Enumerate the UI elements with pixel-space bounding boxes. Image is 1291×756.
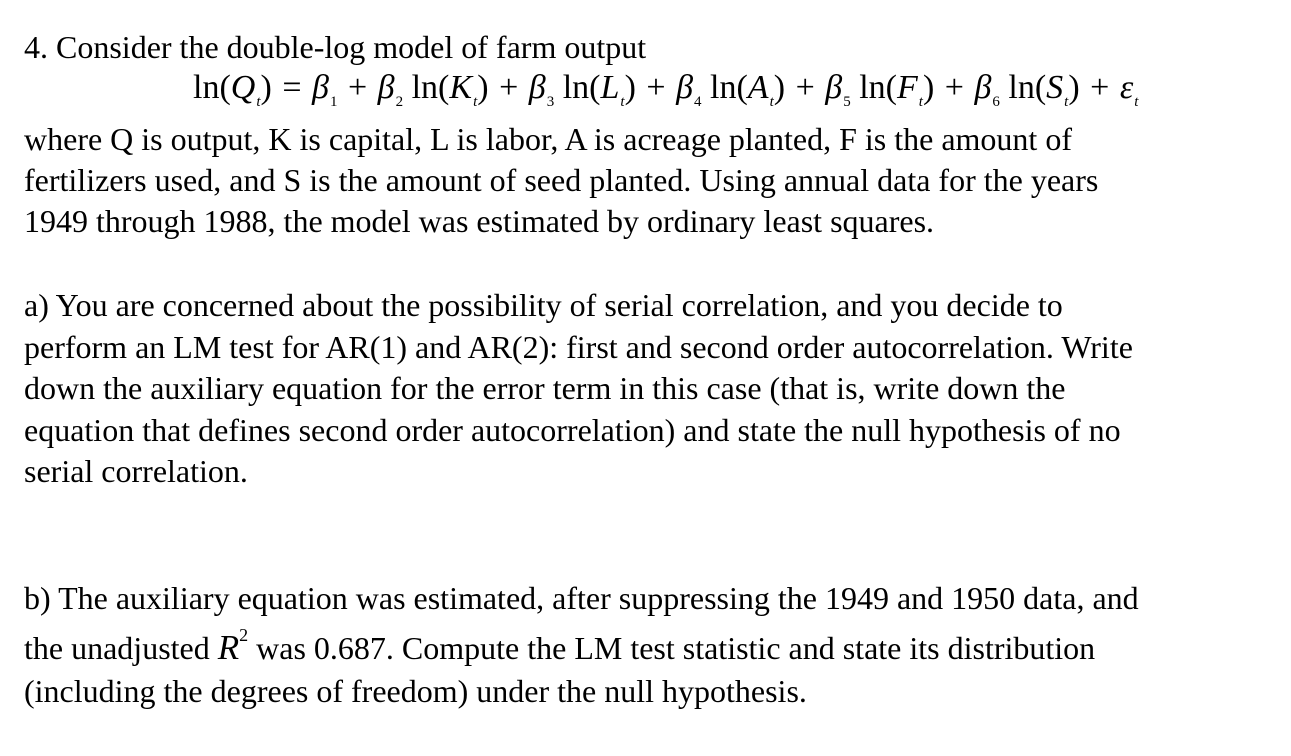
r-squared-symbol: R <box>217 628 240 667</box>
part-b-line-1: b) The auxiliary equation was estimated, after suppressing the 1949 and 1950 data, and <box>24 580 1139 616</box>
intro-line-2: fertilizers used, and S is the amount of seed planted. Using annual data for the years <box>24 162 1099 198</box>
part-b-line-2-end: was 0.687. Compute the LM test statistic and state its distribution <box>256 630 1096 666</box>
question-title: 4. Consider the double-log model of farm output <box>24 29 647 65</box>
part-a-line-2: perform an LM test for AR(1) and AR(2): first and second order autocorrelation. Write <box>24 329 1133 365</box>
part-a-line-3: down the auxiliary equation for the error term in this case (that is, write down the <box>24 370 1066 406</box>
part-b-line-2 <box>24 625 1096 668</box>
intro-line-3: 1949 through 1988, the model was estimated by ordinary least squares. <box>24 203 935 239</box>
part-b-line-3: (including the degrees of freedom) under the null hypothesis. <box>24 673 807 709</box>
part-a-line-4: equation that defines second order autocorrelation) and state the null hypothesis of no <box>24 412 1121 448</box>
part-a-line-5: serial correlation. <box>24 453 248 489</box>
part-b-line-2-start: the unadjusted <box>24 630 210 666</box>
double-log-equation: $\ln(Q_t) = \beta_1 + \beta_2$ $\ln(K_t) + \beta_3$ $\ln(L_t) + \beta_4$ $\ln(A_t) + \beta_5$ $\ln(F_t) + \beta_6$ $\ln(S_t) + \varepsilon_t$ <box>193 69 1139 110</box>
r-squared-exponent: 2 <box>239 625 249 645</box>
intro-line-1: where Q is output, K is capital, L is labor, A is acreage planted, F is the amount of <box>24 121 1072 157</box>
part-a-line-1: a) You are concerned about the possibility of serial correlation, and you decide to <box>24 287 1063 323</box>
